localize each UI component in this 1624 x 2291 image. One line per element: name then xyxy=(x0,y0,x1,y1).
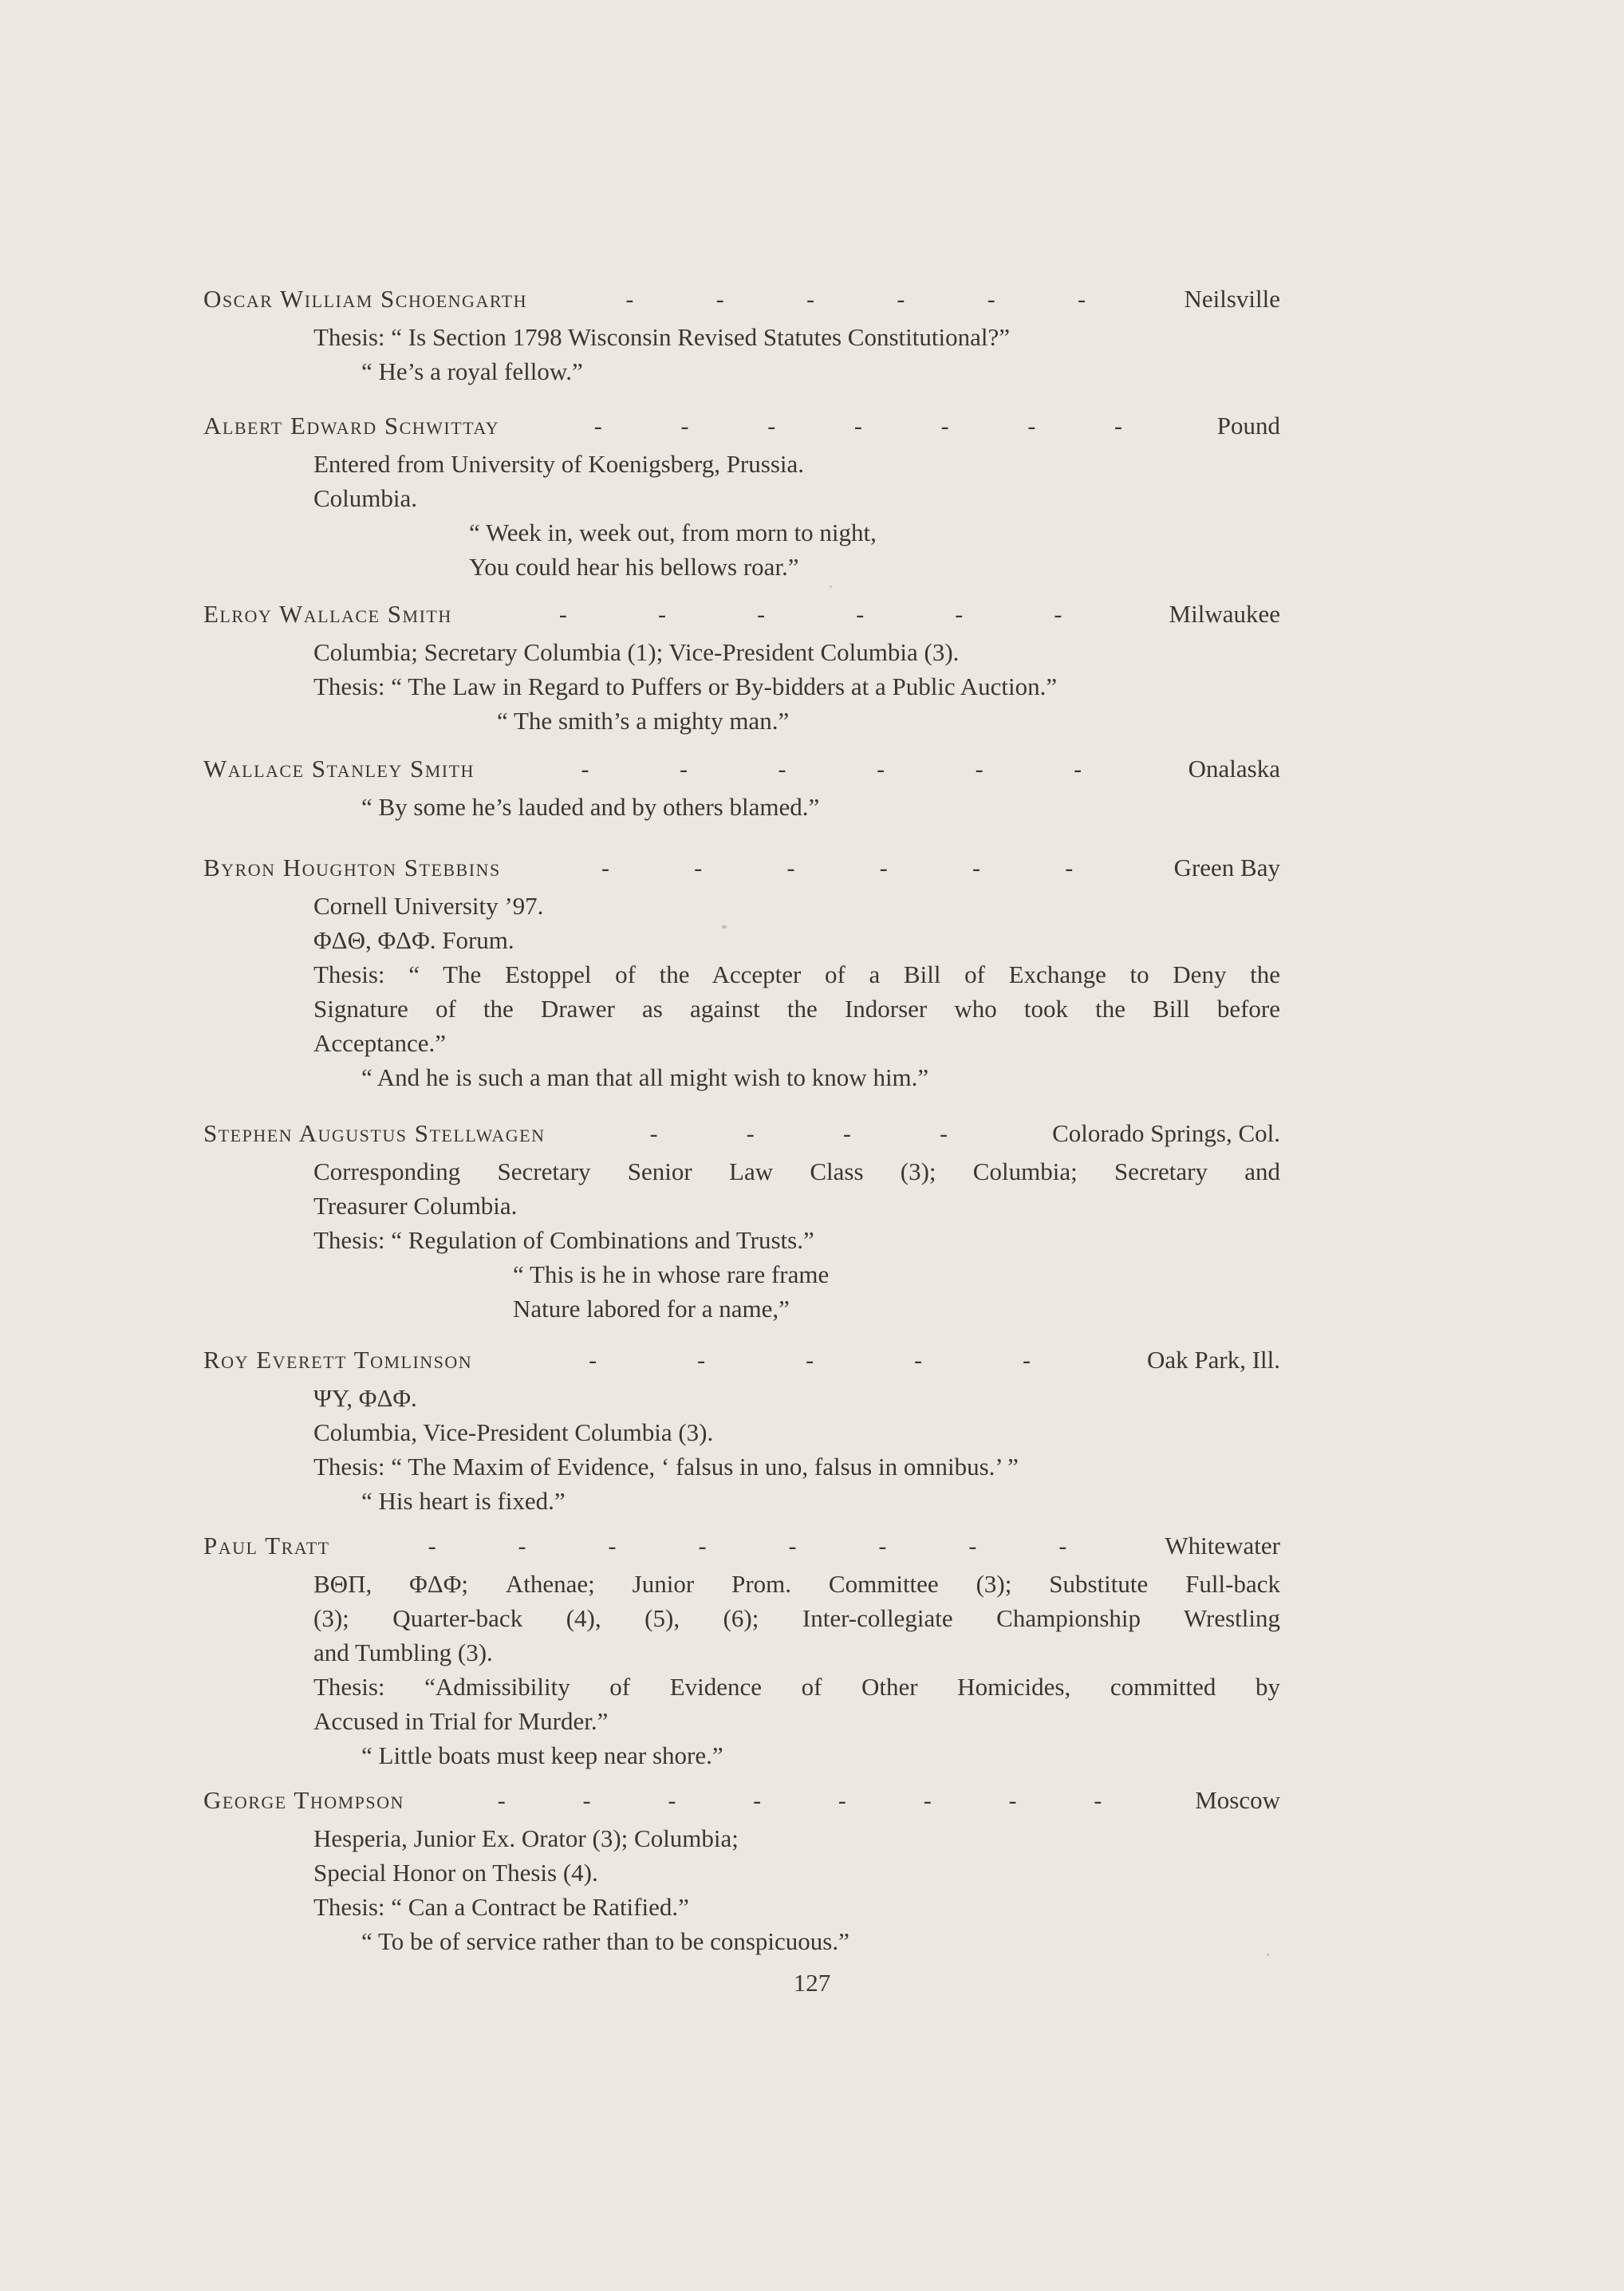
entry-quote: “ This is he in whose rare frame xyxy=(513,1260,830,1288)
paper-speck xyxy=(830,586,832,588)
paper-speck xyxy=(1267,1954,1269,1956)
entry-tratt xyxy=(203,1532,1280,1772)
entry-place: Green Bay xyxy=(1173,854,1280,881)
entry-place: Oak Park, Ill. xyxy=(1146,1346,1280,1374)
entry-schoengarth xyxy=(203,285,1280,388)
leader-dashes: - - - - - - xyxy=(625,286,1086,313)
entry-name: Albert Edward Schwittay xyxy=(203,412,500,440)
entry-place: Pound xyxy=(1216,412,1280,440)
entry-line: and Tumbling (3). xyxy=(313,1638,493,1666)
entry-line: Thesis: “ Regulation of Combinations and Trusts.” xyxy=(313,1226,814,1254)
entry-quote: You could hear his bellows roar.” xyxy=(469,553,799,581)
entry-line: Thesis: “Admissibility of Evidence of Other Homicides, committed by xyxy=(313,1673,1280,1701)
entry-stebbins xyxy=(203,854,1280,1094)
entry-name: Oscar William Schoengarth xyxy=(203,285,528,313)
entry-line: Treasurer Columbia. xyxy=(313,1192,518,1220)
entry-name: Roy Everett Tomlinson xyxy=(203,1346,473,1374)
paper-speck xyxy=(722,925,727,929)
entry-line: ΨΥ, ΦΔΦ. xyxy=(313,1384,417,1412)
entry-quote: “ Little boats must keep near shore.” xyxy=(361,1741,723,1769)
entry-line: Corresponding Secretary Senior Law Class (3); Columbia; Secretary and xyxy=(313,1157,1280,1185)
entry-place: Milwaukee xyxy=(1169,600,1280,628)
entry-place: Colorado Springs, Col. xyxy=(1052,1119,1280,1147)
entry-line: Thesis: “ The Law in Regard to Puffers or By-bidders at a Public Auction.” xyxy=(313,672,1058,700)
entry-line: (3); Quarter-back (4), (5), (6); Inter-collegiate Championship Wrestling xyxy=(313,1604,1280,1632)
entry-quote: “ Week in, week out, from morn to night, xyxy=(469,519,877,546)
entry-line: Cornell University ’97. xyxy=(313,892,544,920)
leader-dashes: - - - - xyxy=(649,1121,948,1147)
entry-name: Byron Houghton Stebbins xyxy=(203,854,501,881)
entry-name: George Thompson xyxy=(203,1786,404,1814)
entry-line: Columbia, Vice-President Columbia (3). xyxy=(313,1418,714,1446)
entry-quote: “ The smith’s a mighty man.” xyxy=(497,707,790,735)
entry-line: ΒΘΠ, ΦΔΦ; Athenae; Junior Prom. Committee (3); Substitute Full-back xyxy=(313,1570,1280,1598)
leader-dashes: - - - - - - - - xyxy=(428,1533,1067,1560)
entry-quote: “ To be of service rather than to be conspicuous.” xyxy=(361,1927,849,1955)
page-number: 127 xyxy=(793,1969,831,1997)
entry-quote: “ And he is such a man that all might wish to know him.” xyxy=(361,1063,929,1091)
entry-place: Whitewater xyxy=(1165,1532,1280,1560)
leader-dashes: - - - - - xyxy=(589,1347,1031,1374)
entry-place: Neilsville xyxy=(1184,285,1280,313)
entry-name: Elroy Wallace Smith xyxy=(203,600,452,628)
entry-line: Columbia; Secretary Columbia (1); Vice-President Columbia (3). xyxy=(313,638,960,666)
entry-quote: Nature labored for a name,” xyxy=(513,1295,790,1323)
entry-schwittay xyxy=(203,412,1280,584)
entry-line: ΦΔΘ, ΦΔΦ. Forum. xyxy=(313,926,514,954)
entry-tomlinson xyxy=(203,1346,1280,1518)
entry-quote: “ He’s a royal fellow.” xyxy=(361,357,583,385)
leader-dashes: - - - - - - - - xyxy=(497,1788,1102,1814)
entry-place: Onalaska xyxy=(1188,755,1280,783)
entry-name: Stephen Augustus Stellwagen xyxy=(203,1119,546,1147)
entry-name: Paul Tratt xyxy=(203,1532,330,1560)
entry-name: Wallace Stanley Smith xyxy=(203,755,475,783)
entry-wallace-smith xyxy=(203,755,1280,824)
entry-line: Thesis: “ The Maxim of Evidence, ‘ falsus in uno, falsus in omnibus.’ ” xyxy=(313,1453,1019,1481)
entry-line: Special Honor on Thesis (4). xyxy=(313,1859,598,1887)
leader-dashes: - - - - - - - xyxy=(593,413,1123,440)
entry-elroy-smith xyxy=(203,600,1280,738)
entry-line: Thesis: “ Is Section 1798 Wisconsin Revised Statutes Constitutional?” xyxy=(313,323,1010,351)
entry-line: Thesis: “ Can a Contract be Ratified.” xyxy=(313,1893,689,1921)
entry-line: Acceptance.” xyxy=(313,1029,447,1057)
entry-line: Signature of the Drawer as against the Indorser who took the Bill before xyxy=(313,995,1280,1023)
leader-dashes: - - - - - - xyxy=(581,756,1082,783)
entry-line: Columbia. xyxy=(313,484,418,512)
entry-place: Moscow xyxy=(1195,1786,1280,1814)
entry-line: Hesperia, Junior Ex. Orator (3); Columbia; xyxy=(313,1824,739,1852)
entry-line: Thesis: “ The Estoppel of the Accepter of a Bill of Exchange to Deny the xyxy=(313,960,1280,988)
entry-quote: “ His heart is fixed.” xyxy=(361,1487,566,1515)
entry-quote: “ By some he’s lauded and by others blamed.” xyxy=(361,793,820,821)
entry-line: Accused in Trial for Murder.” xyxy=(313,1707,609,1735)
leader-dashes: - - - - - - xyxy=(601,855,1074,881)
entry-stellwagen xyxy=(203,1119,1280,1326)
leader-dashes: - - - - - - xyxy=(558,601,1062,628)
entry-thompson xyxy=(203,1786,1280,1958)
entry-line: Entered from University of Koenigsberg, Prussia. xyxy=(313,450,805,478)
